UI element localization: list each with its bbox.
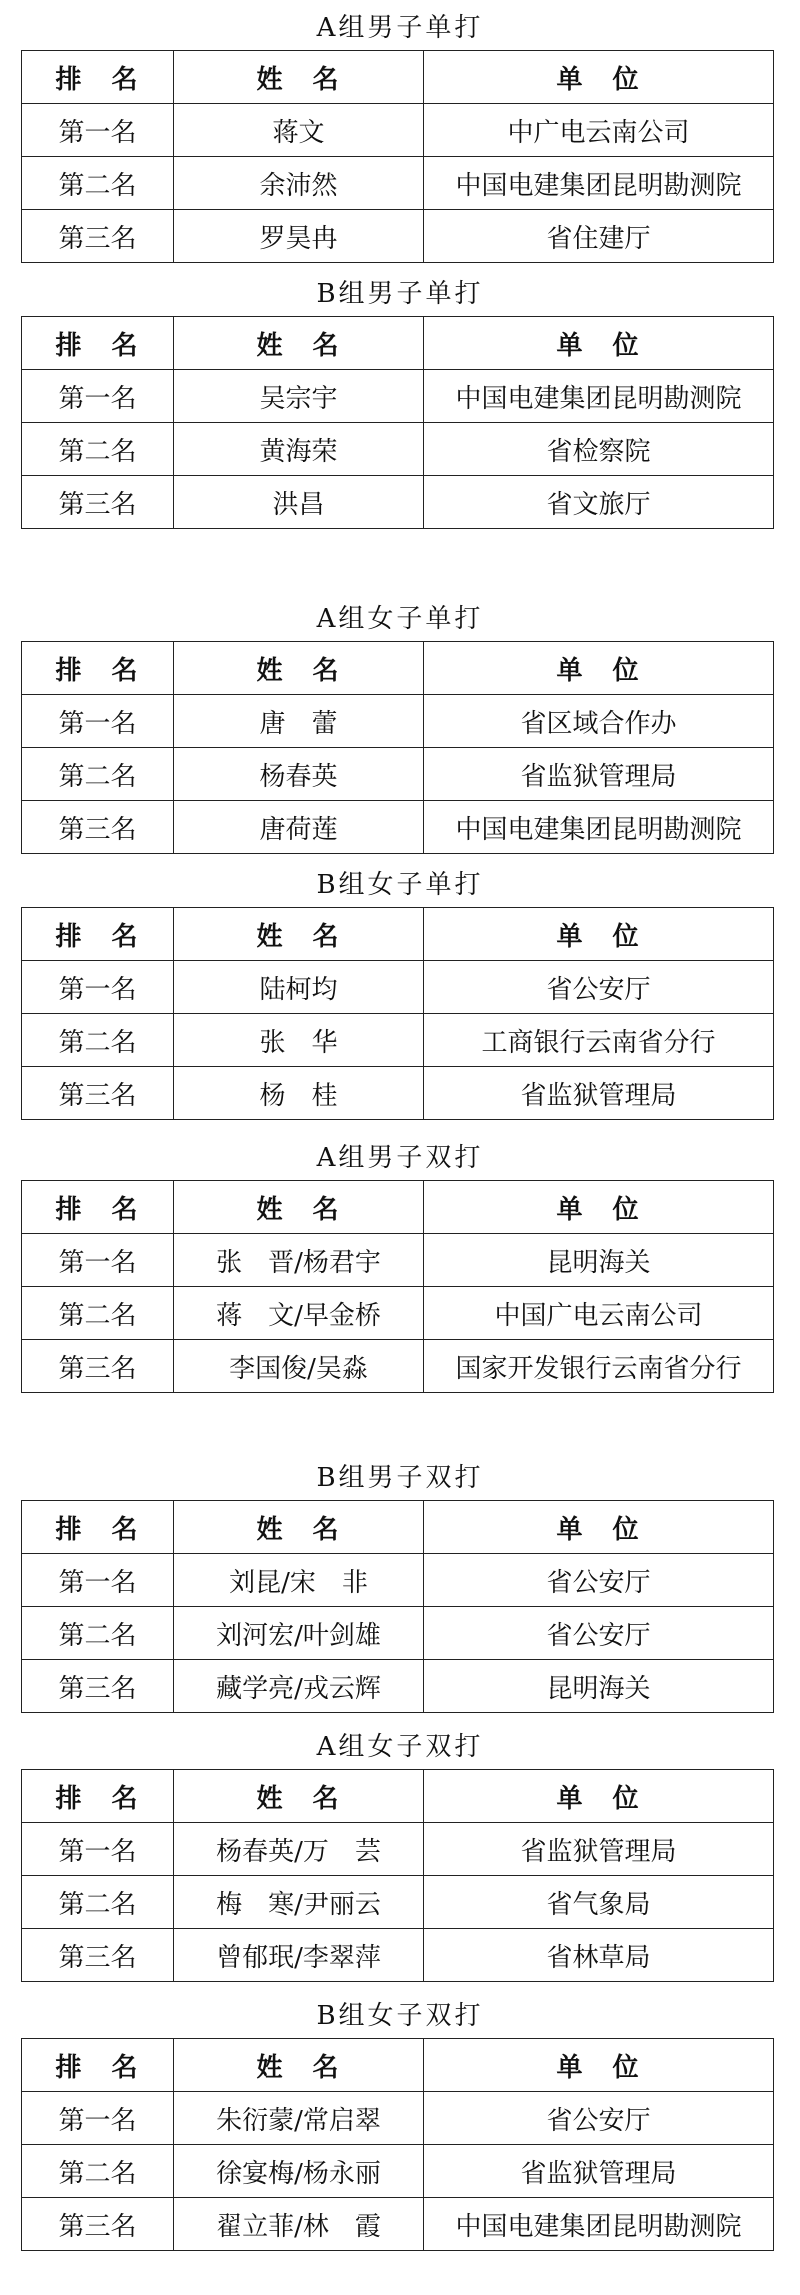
table-row — [22, 1823, 774, 1876]
section-title: A组男子双打 — [316, 1143, 484, 1173]
table-row — [22, 1014, 774, 1067]
result-section — [0, 1456, 800, 1713]
section-title: B组男子双打 — [316, 1463, 484, 1493]
name-cell: 徐宴梅/杨永丽 — [174, 2145, 424, 2198]
rank-cell: 第二名 — [22, 2145, 174, 2198]
unit-cell: 省气象局 — [424, 1876, 774, 1929]
unit-cell: 中国广电云南公司 — [424, 1287, 774, 1340]
header-row — [22, 642, 774, 695]
unit-cell: 省公安厅 — [424, 1607, 774, 1660]
results-table — [21, 1500, 774, 1713]
header-unit: 单 位 — [424, 908, 774, 961]
unit-cell: 昆明海关 — [424, 1660, 774, 1713]
name-cell: 刘昆/宋 非 — [174, 1554, 424, 1607]
rank-cell: 第一名 — [22, 2092, 174, 2145]
header-row — [22, 2039, 774, 2092]
results-table — [21, 641, 774, 854]
header-name: 姓 名 — [174, 2039, 424, 2092]
table-row — [22, 1067, 774, 1120]
unit-cell: 省公安厅 — [424, 1554, 774, 1607]
results-table — [21, 50, 774, 263]
table-row — [22, 210, 774, 263]
section-title: B组女子单打 — [316, 870, 484, 900]
rank-cell: 第三名 — [22, 1340, 174, 1393]
header-unit: 单 位 — [424, 1181, 774, 1234]
rank-cell: 第三名 — [22, 2198, 174, 2251]
rank-cell: 第三名 — [22, 1660, 174, 1713]
name-cell: 梅 寒/尹丽云 — [174, 1876, 424, 1929]
rank-cell: 第一名 — [22, 1823, 174, 1876]
rank-cell: 第三名 — [22, 1929, 174, 1982]
table-row — [22, 1607, 774, 1660]
header-rank: 排 名 — [22, 1770, 174, 1823]
unit-cell: 中国电建集团昆明勘测院 — [424, 157, 774, 210]
name-cell: 朱衍蒙/常启翠 — [174, 2092, 424, 2145]
table-row — [22, 1876, 774, 1929]
table-row — [22, 1234, 774, 1287]
unit-cell: 中国电建集团昆明勘测院 — [424, 801, 774, 854]
rank-cell: 第一名 — [22, 370, 174, 423]
section-title: B组男子单打 — [316, 279, 484, 309]
header-name: 姓 名 — [174, 317, 424, 370]
header-unit: 单 位 — [424, 317, 774, 370]
header-row — [22, 908, 774, 961]
header-rank: 排 名 — [22, 317, 174, 370]
rank-cell: 第三名 — [22, 1067, 174, 1120]
header-row — [22, 51, 774, 104]
header-unit: 单 位 — [424, 2039, 774, 2092]
unit-cell: 省监狱管理局 — [424, 1823, 774, 1876]
unit-cell: 省监狱管理局 — [424, 748, 774, 801]
name-cell: 黄海荣 — [174, 423, 424, 476]
header-name: 姓 名 — [174, 642, 424, 695]
unit-cell: 昆明海关 — [424, 1234, 774, 1287]
table-row — [22, 961, 774, 1014]
header-unit: 单 位 — [424, 1501, 774, 1554]
header-name: 姓 名 — [174, 1501, 424, 1554]
unit-cell: 省监狱管理局 — [424, 1067, 774, 1120]
name-cell: 张 晋/杨君宇 — [174, 1234, 424, 1287]
header-rank: 排 名 — [22, 908, 174, 961]
table-row — [22, 2092, 774, 2145]
header-rank: 排 名 — [22, 642, 174, 695]
rank-cell: 第二名 — [22, 1014, 174, 1067]
name-cell: 洪昌 — [174, 476, 424, 529]
rank-cell: 第一名 — [22, 104, 174, 157]
header-name: 姓 名 — [174, 908, 424, 961]
result-section — [0, 1994, 800, 2251]
rank-cell: 第二名 — [22, 1607, 174, 1660]
name-cell: 翟立菲/林 霞 — [174, 2198, 424, 2251]
header-row — [22, 1501, 774, 1554]
rank-cell: 第二名 — [22, 748, 174, 801]
header-name: 姓 名 — [174, 1181, 424, 1234]
header-rank: 排 名 — [22, 1181, 174, 1234]
results-table — [21, 316, 774, 529]
unit-cell: 中国电建集团昆明勘测院 — [424, 2198, 774, 2251]
rank-cell: 第一名 — [22, 695, 174, 748]
unit-cell: 省公安厅 — [424, 2092, 774, 2145]
results-table — [21, 1769, 774, 1982]
table-row — [22, 1660, 774, 1713]
name-cell: 藏学亮/戎云辉 — [174, 1660, 424, 1713]
section-title: A组女子单打 — [316, 604, 484, 634]
table-row — [22, 1287, 774, 1340]
name-cell: 吴宗宇 — [174, 370, 424, 423]
table-row — [22, 695, 774, 748]
name-cell: 余沛然 — [174, 157, 424, 210]
unit-cell: 中广电云南公司 — [424, 104, 774, 157]
header-rank: 排 名 — [22, 51, 174, 104]
header-rank: 排 名 — [22, 2039, 174, 2092]
table-row — [22, 1929, 774, 1982]
table-row — [22, 2198, 774, 2251]
name-cell: 杨春英/万 芸 — [174, 1823, 424, 1876]
header-row — [22, 1181, 774, 1234]
result-section — [0, 6, 800, 263]
unit-cell: 省监狱管理局 — [424, 2145, 774, 2198]
table-row — [22, 1554, 774, 1607]
header-unit: 单 位 — [424, 642, 774, 695]
rank-cell: 第三名 — [22, 210, 174, 263]
result-section — [0, 597, 800, 854]
table-row — [22, 104, 774, 157]
name-cell: 刘河宏/叶剑雄 — [174, 1607, 424, 1660]
table-row — [22, 801, 774, 854]
rank-cell: 第三名 — [22, 801, 174, 854]
rank-cell: 第一名 — [22, 961, 174, 1014]
name-cell: 李国俊/吴淼 — [174, 1340, 424, 1393]
header-row — [22, 317, 774, 370]
section-title: B组女子双打 — [316, 2001, 484, 2031]
name-cell: 蒋 文/早金桥 — [174, 1287, 424, 1340]
name-cell: 罗昊冉 — [174, 210, 424, 263]
rank-cell: 第二名 — [22, 423, 174, 476]
results-table — [21, 2038, 774, 2251]
result-section — [0, 1136, 800, 1393]
unit-cell: 省公安厅 — [424, 961, 774, 1014]
rank-cell: 第三名 — [22, 476, 174, 529]
table-row — [22, 2145, 774, 2198]
unit-cell: 省区域合作办 — [424, 695, 774, 748]
table-row — [22, 157, 774, 210]
unit-cell: 国家开发银行云南省分行 — [424, 1340, 774, 1393]
unit-cell: 省住建厅 — [424, 210, 774, 263]
name-cell: 张 华 — [174, 1014, 424, 1067]
header-name: 姓 名 — [174, 1770, 424, 1823]
rank-cell: 第一名 — [22, 1234, 174, 1287]
header-unit: 单 位 — [424, 51, 774, 104]
name-cell: 唐荷莲 — [174, 801, 424, 854]
header-unit: 单 位 — [424, 1770, 774, 1823]
name-cell: 杨 桂 — [174, 1067, 424, 1120]
unit-cell: 省文旅厅 — [424, 476, 774, 529]
unit-cell: 工商银行云南省分行 — [424, 1014, 774, 1067]
table-row — [22, 370, 774, 423]
header-name: 姓 名 — [174, 51, 424, 104]
rank-cell: 第二名 — [22, 157, 174, 210]
unit-cell: 省检察院 — [424, 423, 774, 476]
section-title: A组女子双打 — [316, 1732, 484, 1762]
name-cell: 唐 蕾 — [174, 695, 424, 748]
rank-cell: 第一名 — [22, 1554, 174, 1607]
results-table — [21, 907, 774, 1120]
rank-cell: 第二名 — [22, 1876, 174, 1929]
table-row — [22, 1340, 774, 1393]
header-rank: 排 名 — [22, 1501, 174, 1554]
rank-cell: 第二名 — [22, 1287, 174, 1340]
unit-cell: 省林草局 — [424, 1929, 774, 1982]
name-cell: 曾郁珉/李翠萍 — [174, 1929, 424, 1982]
table-row — [22, 476, 774, 529]
result-section — [0, 272, 800, 529]
header-row — [22, 1770, 774, 1823]
name-cell: 蒋文 — [174, 104, 424, 157]
name-cell: 杨春英 — [174, 748, 424, 801]
table-row — [22, 423, 774, 476]
section-title: A组男子单打 — [316, 13, 484, 43]
result-section — [0, 1725, 800, 1982]
name-cell: 陆柯均 — [174, 961, 424, 1014]
unit-cell: 中国电建集团昆明勘测院 — [424, 370, 774, 423]
result-section — [0, 863, 800, 1120]
table-row — [22, 748, 774, 801]
results-table — [21, 1180, 774, 1393]
